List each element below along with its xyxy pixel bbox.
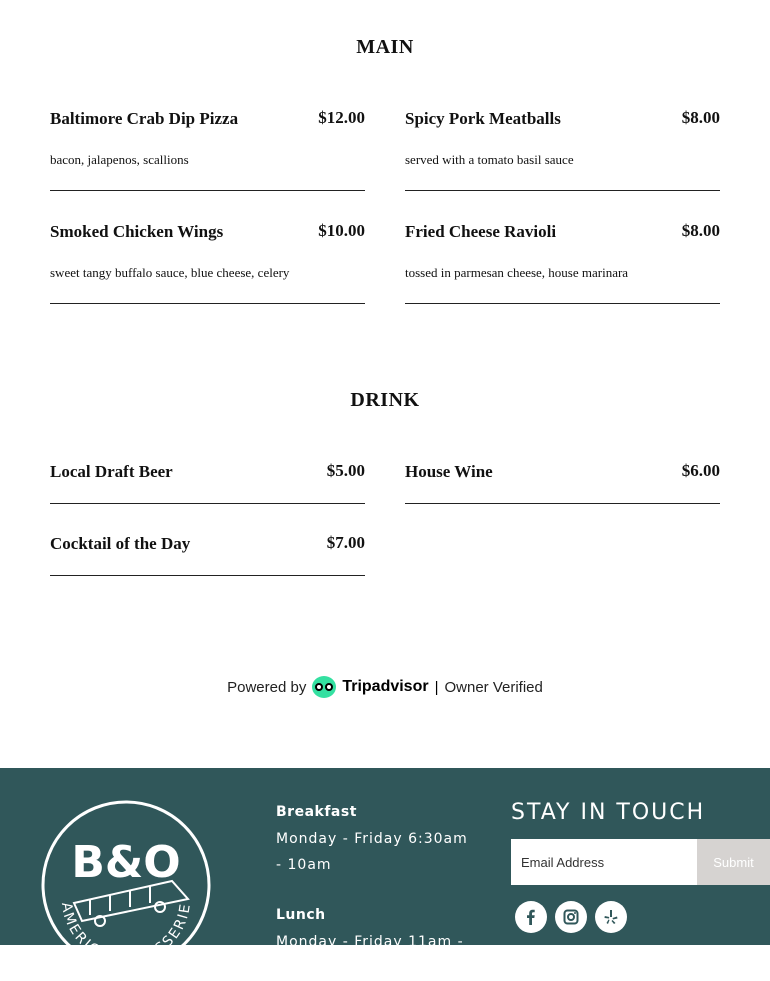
menu-item-name: Smoked Chicken Wings xyxy=(50,222,224,241)
menu-item-price: $8.00 xyxy=(681,108,720,127)
lunch-hours xyxy=(276,907,476,981)
menu-item-description: tossed in parmesan cheese, house marinara xyxy=(405,265,629,280)
breakfast-hours xyxy=(276,804,476,878)
menu-item-price: $8.00 xyxy=(681,221,720,240)
bo-logo[interactable] xyxy=(40,799,212,971)
menu-item-name: Local Draft Beer xyxy=(50,462,173,481)
menu-item-description: bacon, jalapenos, scallions xyxy=(50,152,189,167)
menu-item-price: $5.00 xyxy=(326,461,365,480)
submit-button[interactable]: Submit xyxy=(697,839,770,885)
lunch-label: Lunch xyxy=(276,907,326,923)
menu-item xyxy=(50,109,365,191)
logo-ring-text: AMERICAN BRASSERIE xyxy=(57,901,195,968)
yelp-link[interactable] xyxy=(595,901,627,933)
site-footer xyxy=(0,768,770,976)
menu-item xyxy=(405,109,720,191)
menu-item-price: $7.00 xyxy=(326,533,365,552)
menu-item xyxy=(50,534,365,576)
menu-item-description: served with a tomato basil sauce xyxy=(405,152,574,167)
badge-separator: | xyxy=(434,678,439,696)
tripadvisor-owl-icon xyxy=(312,676,336,698)
instagram-link[interactable] xyxy=(555,901,587,933)
menu-item-name: Fried Cheese Ravioli xyxy=(405,222,557,241)
main-section-title: MAIN xyxy=(356,36,414,58)
facebook-link[interactable] xyxy=(515,901,547,933)
breakfast-label: Breakfast xyxy=(276,804,357,820)
menu-item-description: sweet tangy buffalo sauce, blue cheese, celery xyxy=(50,265,290,280)
stay-in-touch-title: STAY IN TOUCH xyxy=(511,800,706,825)
menu-item-name: Cocktail of the Day xyxy=(50,534,191,553)
drink-section-title: DRINK xyxy=(350,389,420,411)
facebook-icon xyxy=(523,909,539,925)
instagram-icon xyxy=(563,909,579,925)
menu-item-name: Baltimore Crab Dip Pizza xyxy=(50,109,239,128)
logo-monogram: B&O xyxy=(71,837,181,888)
menu-item-price: $6.00 xyxy=(681,461,720,480)
owner-verified-label: Owner Verified xyxy=(444,678,543,696)
menu-item xyxy=(50,462,365,504)
menu-item-name: House Wine xyxy=(405,462,493,481)
email-input[interactable] xyxy=(511,839,697,885)
powered-by-label: Powered by xyxy=(227,678,307,696)
menu-item-price: $10.00 xyxy=(318,221,365,240)
menu-item xyxy=(50,222,365,304)
lunch-time: Monday - Friday 11am - 2pm xyxy=(276,934,464,976)
tripadvisor-brand: Tripadvisor xyxy=(342,678,429,695)
menu-item xyxy=(405,462,720,504)
breakfast-time: Monday - Friday 6:30am - 10am xyxy=(276,831,468,873)
yelp-icon xyxy=(603,909,619,925)
menu-item-name: Spicy Pork Meatballs xyxy=(405,109,561,128)
menu-item-price: $12.00 xyxy=(318,108,365,127)
menu-item xyxy=(405,222,720,304)
tripadvisor-badge[interactable] xyxy=(0,676,770,698)
